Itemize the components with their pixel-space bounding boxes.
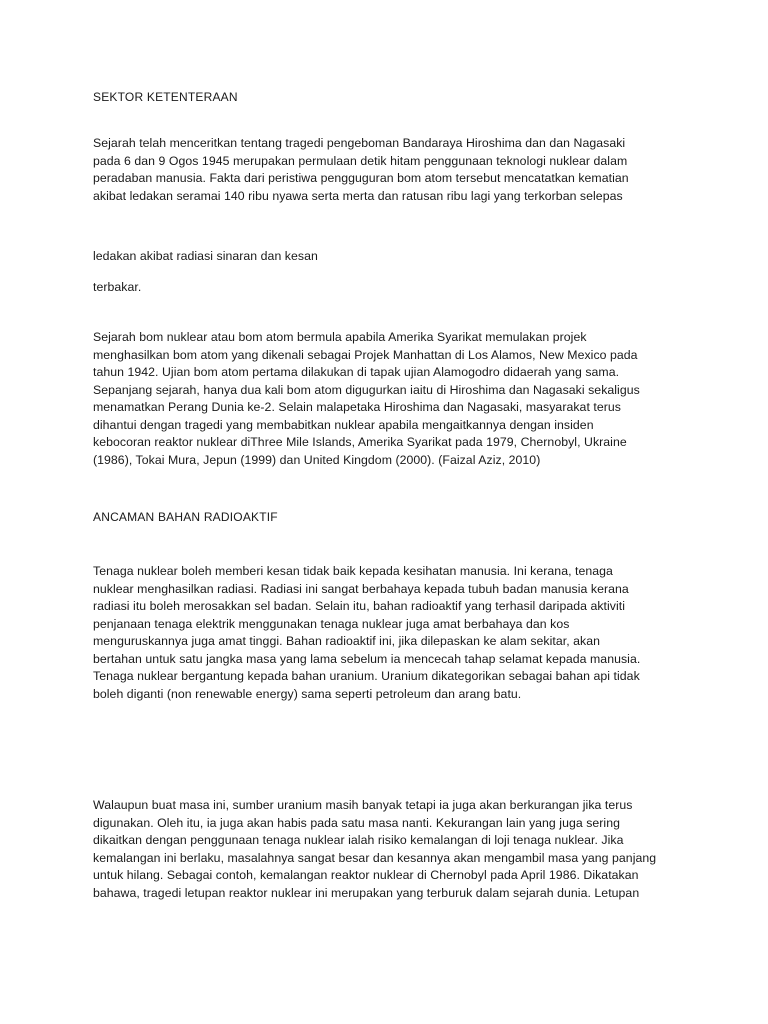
section-heading-military: SEKTOR KETENTERAAN (93, 90, 238, 104)
paragraph-uranium-risk: Walaupun buat masa ini, sumber uranium masih banyak tetapi ia juga akan berkurangan jika terus digunakan. Oleh itu, ia juga akan habis pada satu masa nanti. Kekurangan lain yang juga sering dikaitkan dengan penggunaan tenaga nuklear ialah risiko kemalangan di loji tenaga nuklear. Jika kemalangan ini berlaku, masalahnya sangat besar dan kesannya akan mengambil masa yang panjang untuk hilang. Sebagai contoh, kemalangan reaktor nuklear di Chernobyl pada April 1986. Dikatakan bahawa, tragedi letupan reaktor nuklear ini merupakan yang terburuk dalam sejarah dunia. Letupan (93, 798, 657, 900)
section-heading-radioactive: ANCAMAN BAHAN RADIOAKTIF (93, 510, 278, 524)
paragraph-explosion-line: ledakan akibat radiasi sinaran dan kesan (93, 249, 318, 263)
paragraph-burned-line: terbakar. (93, 280, 142, 294)
paragraph-history-intro: Sejarah telah menceritkan tentang tragedi pengeboman Bandaraya Hiroshima dan dan Nagasaki pada 6 dan 9 Ogos 1945 merupakan permulaan detik hitam penggunaan teknologi nuklear dalam peradaban manusia. Fakta dari peristiwa pengguguran bom atom tersebut mencatatkan kematian akibat ledakan seramai 140 ribu nyawa serta merta dan ratusan ribu lagi yang terkorban selepas (93, 136, 629, 203)
paragraph-bomb-history: Sejarah bom nuklear atau bom atom bermula apabila Amerika Syarikat memulakan projek menghasilkan bom atom yang dikenali sebagai Projek Manhattan di Los Alamos, New Mexico pada tahun 1942. Ujian bom atom pertama dilakukan di tapak ujian Alamogodro didaerah yang sama. Sepanjang sejarah, hanya dua kali bom atom digugurkan iaitu di Hiroshima dan Nagasaki sekaligus menamatkan Perang Dunia ke-2. Selain malapetaka Hiroshima dan Nagasaki, masyarakat terus dihantui dengan tragedi yang membabitkan nuklear apabila mengaitkannya dengan insiden kebocoran reaktor nuklear diThree Mile Islands, Amerika Syarikat pada 1979, Chernobyl, Ukraine (1986), Tokai Mura, Jepun (1999) dan United Kingdom (2000). (Faizal Aziz, 2010) (93, 330, 640, 467)
paragraph-radioactive-threat: Tenaga nuklear boleh memberi kesan tidak baik kepada kesihatan manusia. Ini kerana, tenaga nuklear menghasilkan radiasi. Radiasi ini sangat berbahaya kepada tubuh badan manusia kerana radiasi itu boleh merosakkan sel badan. Selain itu, bahan radioaktif yang terhasil daripada aktiviti penjanaan tenaga elektrik menggunakan tenaga nuklear juga amat berbahaya dan kos menguruskannya juga amat tinggi. Bahan radioaktif ini, jika dilepaskan ke alam sekitar, akan bertahan untuk satu jangka masa yang lama sebelum ia mencecah tahap selamat kepada manusia. Tenaga nuklear bergantung kepada bahan uranium. Uranium dikategorikan sebagai bahan api tidak boleh diganti (non renewable energy) sama seperti petroleum dan arang batu. (93, 564, 641, 701)
